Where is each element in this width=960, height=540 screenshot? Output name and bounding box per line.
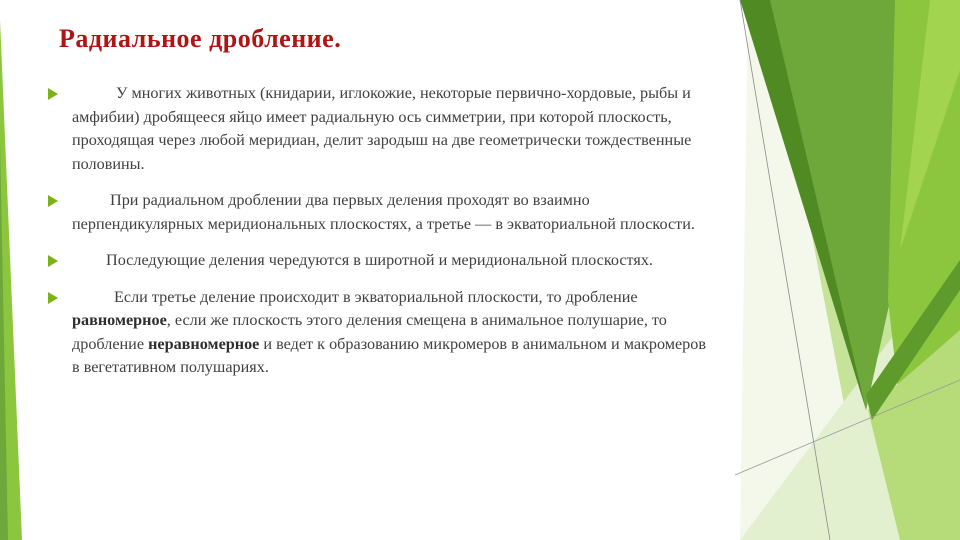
bullet-text-part-3: и ведет к образованию микромеров в анимальном и макромеров в вегетативном полушариях.	[72, 334, 707, 376]
slide-title: Радиальное дробление.	[59, 24, 342, 53]
bold-term-uniform: равномерное	[72, 311, 167, 329]
bullet-text: При радиальном дроблении два первых деления проходят во взаимно перпендикулярных меридиональных плоскостях, а третье — в экваториальной плоскости.	[72, 191, 695, 233]
right-triangle-bullet-icon	[48, 292, 58, 304]
bullet-list	[48, 82, 708, 380]
bullet-text: У многих животных (книдарии, иглокожие, некоторые первично-хордовые, рыбы и амфибии) дробящееся яйцо имеет радиальную ось симметрии, при которой плоскость, проходящая через любой меридиан, делит зародыш на две геометрически тождественные половины.	[72, 84, 692, 173]
bold-term-nonuniform: неравномерное	[148, 334, 260, 353]
right-triangle-bullet-icon	[48, 195, 58, 207]
bullet-item-2	[48, 189, 708, 236]
bullet-text-part-1: Если третье деление происходит в экваториальной плоскости, то дробление	[114, 287, 638, 306]
bullet-text: Последующие деления чередуются в широтной и меридиональной плоскостях.	[106, 251, 653, 269]
bullet-item-1	[48, 82, 708, 176]
right-triangle-bullet-icon	[48, 88, 58, 100]
bullet-text-part-2: , если же плоскость этого деления смещена в анимальное полушарие, то дробление	[72, 311, 667, 353]
bullet-item-3	[48, 249, 708, 273]
right-triangle-bullet-icon	[48, 255, 58, 267]
bullet-item-4	[48, 286, 708, 380]
